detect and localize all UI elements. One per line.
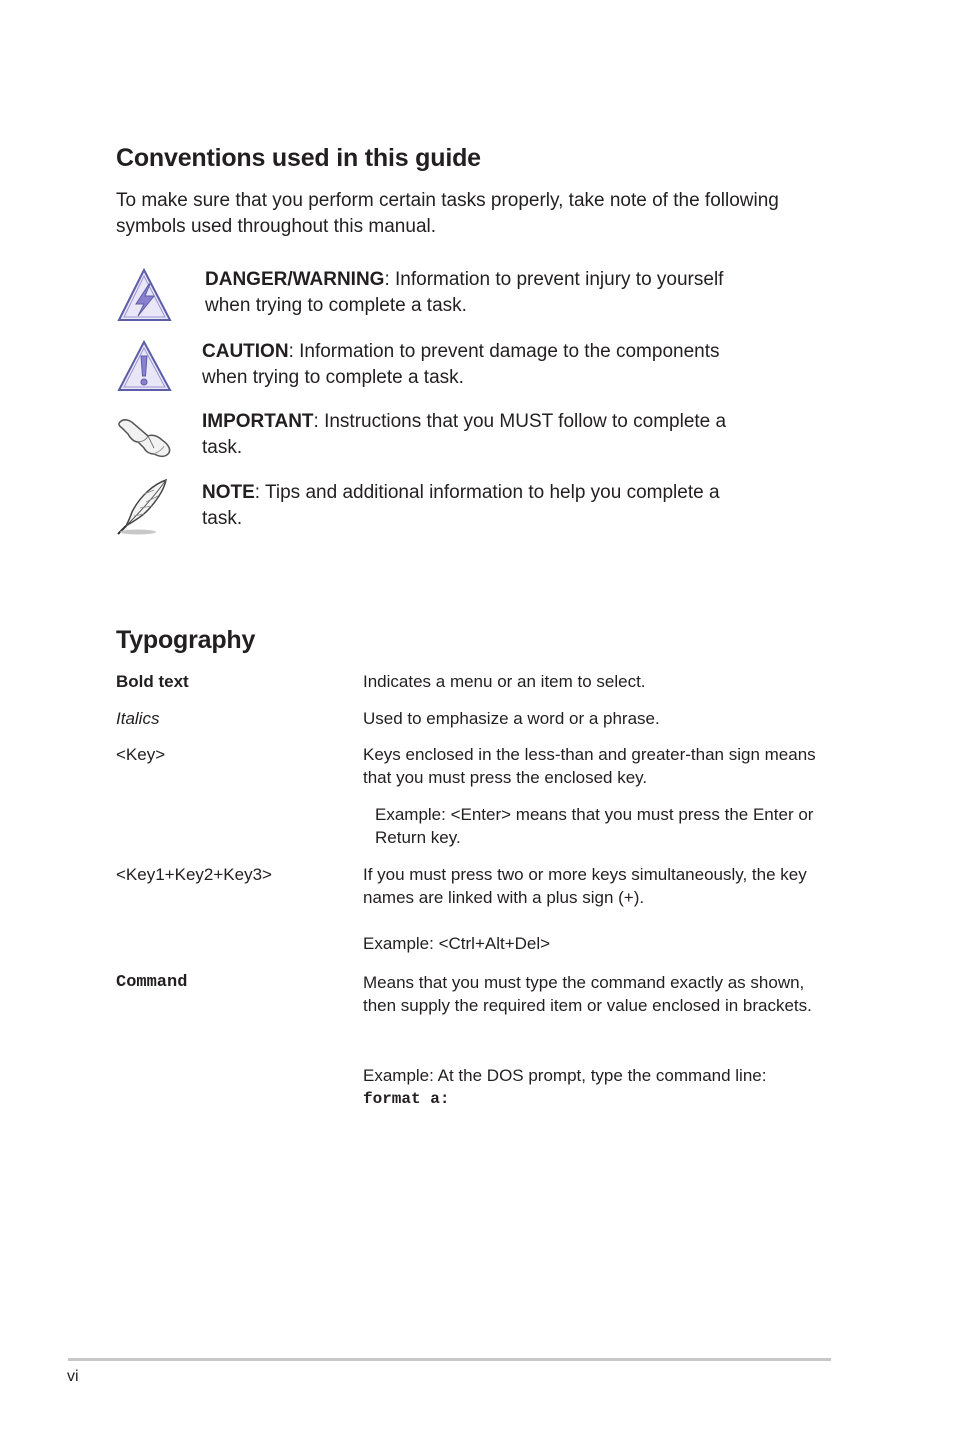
conventions-intro: To make sure that you perform certain tasks properly, take note of the following symbols used throughout this manual.: [116, 190, 779, 237]
important-text: [202, 409, 762, 461]
typography-title: Typography: [116, 626, 256, 654]
caution-label: CAUTION: [202, 341, 289, 362]
term-italics: Italics: [116, 709, 160, 728]
desc-command: Means that you must type the command exactly as shown, then supply the required item or value enclosed in brackets.: [363, 973, 812, 1015]
conventions-title: Conventions used in this guide: [116, 144, 481, 172]
term-command: Command: [116, 973, 188, 992]
important-label: IMPORTANT: [202, 411, 314, 432]
desc-italics: Used to emphasize a word or a phrase.: [363, 709, 660, 728]
page-number: vi: [67, 1368, 79, 1385]
danger-warning-text: [205, 267, 765, 319]
term-key-combo: <Key1+Key2+Key3>: [116, 865, 272, 884]
caution-desc: : Information to prevent damage to the components when trying to complete a task.: [202, 341, 720, 388]
lightning-warning-icon: [114, 266, 172, 326]
note-desc: : Tips and additional information to help you complete a task.: [202, 482, 720, 529]
note-text: [202, 480, 762, 532]
exclamation-caution-icon: [114, 338, 172, 398]
desc-key-combo: If you must press two or more keys simultaneously, the key names are linked with a plus sign (+).: [363, 865, 807, 907]
important-desc: : Instructions that you MUST follow to complete a task.: [202, 411, 727, 458]
example-command: Example: At the DOS prompt, type the command line:: [363, 1066, 767, 1085]
example-key: Example: <Enter> means that you must press the Enter or Return key.: [375, 805, 814, 847]
example-command-code: format a:: [363, 1090, 450, 1108]
footer-rule: [68, 1358, 831, 1361]
danger-warning-desc: : Information to prevent injury to yourself when trying to complete a task.: [205, 269, 724, 316]
feather-pen-icon: [114, 476, 172, 536]
danger-warning-label: DANGER/WARNING: [205, 269, 385, 290]
example-key-combo: Example: <Ctrl+Alt+Del>: [363, 934, 551, 953]
term-key: <Key>: [116, 745, 166, 764]
caution-text: [202, 339, 762, 391]
desc-bold-text: Indicates a menu or an item to select.: [363, 672, 646, 691]
pointing-hand-icon: [114, 408, 172, 468]
term-bold-text: Bold text: [116, 672, 189, 691]
desc-key: Keys enclosed in the less-than and greater-than sign means that you must press the enclosed key.: [363, 745, 816, 787]
note-label: NOTE: [202, 482, 255, 503]
